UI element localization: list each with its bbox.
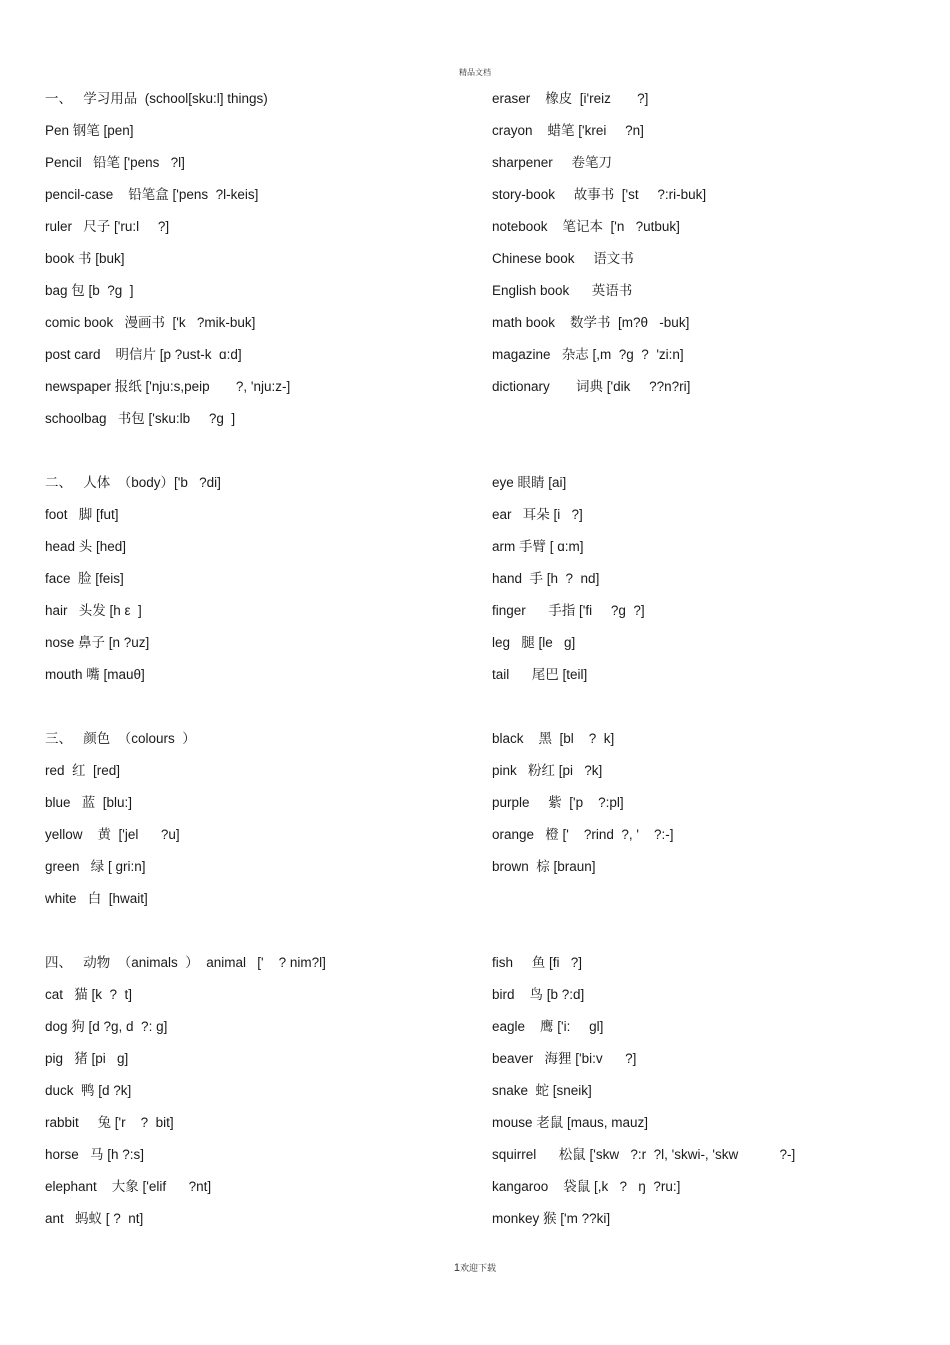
vocab-line: pig 猪 [pi ɡ] [45, 1051, 129, 1066]
vocab-line: ant 蚂蚁 [ ? nt] [45, 1211, 144, 1226]
vocab-line: crayon 蜡笔 ['krei ?n] [492, 123, 644, 138]
vocab-line: book 书 [buk] [45, 251, 125, 266]
vocab-line: Chinese book 语文书 [492, 251, 634, 266]
vocab-line: mouth 嘴 [mauθ] [45, 667, 145, 682]
vocab-line: rabbit 兔 ['r ? bit] [45, 1115, 174, 1130]
spacer [492, 408, 932, 440]
vocab-line: leg 腿 [le ɡ] [492, 635, 576, 650]
vocab-line: Pencil 铅笔 ['pens ?l] [45, 155, 185, 170]
vocab-line: white 白 [hwait] [45, 891, 148, 906]
vocab-line: snake 蛇 [sneik] [492, 1083, 592, 1098]
spacer [45, 696, 485, 728]
vocab-line: fish 鱼 [fi ?] [492, 955, 583, 970]
vocab-line: post card 明信片 [p ?ust-k ɑ:d] [45, 347, 242, 362]
vocab-line: comic book 漫画书 ['k ?mik-buk] [45, 315, 256, 330]
vocab-line: pencil-case 铅笔盒 ['pens ?l-keis] [45, 187, 259, 202]
vocab-line: dog 狗 [d ?ɡ, d ?: ɡ] [45, 1019, 168, 1034]
vocab-line: English book 英语书 [492, 283, 633, 298]
vocab-line: 四、 动物 （animals ） animal [' ? nim?l] [45, 955, 326, 970]
vocab-line: cat 猫 [k ? t] [45, 987, 133, 1002]
vocab-line: mouse 老鼠 [maus, mauz] [492, 1115, 649, 1130]
vocab-line: eye 眼睛 [ai] [492, 475, 567, 490]
vocab-line: duck 鸭 [d ?k] [45, 1083, 132, 1098]
vocab-line: hand 手 [h ? nd] [492, 571, 600, 586]
vocab-line: brown 棕 [braun] [492, 859, 596, 874]
vocab-line: face 脸 [feis] [45, 571, 124, 586]
vocab-line: 三、 颜色 （colours ） [45, 731, 196, 746]
vocab-line: bird 鸟 [b ?:d] [492, 987, 585, 1002]
vocab-line: math book 数学书 [m?θ -buk] [492, 315, 690, 330]
vocab-line: arm 手臂 [ ɑ:m] [492, 539, 584, 554]
vocab-line: blue 蓝 [blu:] [45, 795, 133, 810]
vocab-line: kangaroo 袋鼠 [,k ? ŋ ?ru:] [492, 1179, 681, 1194]
vocab-line: head 头 [hed] [45, 539, 127, 554]
page-footer [0, 1261, 950, 1274]
page-number: 1 [453, 1262, 461, 1274]
vocab-line: newspaper 报纸 ['nju:s,peip ?, 'nju:z-] [45, 379, 291, 394]
vocab-line: pink 粉红 [pi ?k] [492, 763, 603, 778]
vocab-line: story-book 故事书 ['st ?:ri-buk] [492, 187, 707, 202]
vocab-line: elephant 大象 ['elif ?nt] [45, 1179, 212, 1194]
vocab-line: monkey 猴 ['m ??ki] [492, 1211, 611, 1226]
spacer [492, 888, 932, 920]
vocab-line: foot 脚 [fut] [45, 507, 119, 522]
vocab-line: horse 马 [h ?:s] [45, 1147, 145, 1162]
vocab-line: green 绿 [ ɡri:n] [45, 859, 146, 874]
vocab-line: yellow 黄 ['jel ?u] [45, 827, 180, 842]
vocab-line: bag 包 [b ?ɡ ] [45, 283, 134, 298]
vocab-line: ruler 尺子 ['ru:l ?] [45, 219, 170, 234]
vocab-line: nose 鼻子 [n ?uz] [45, 635, 150, 650]
spacer [492, 920, 932, 952]
vocab-line: Pen 钢笔 [pen] [45, 123, 134, 138]
vocab-line: magazine 杂志 [,m ?ɡ ? 'zi:n] [492, 347, 684, 362]
left-column [45, 88, 485, 1240]
vocab-line: red 红 [red] [45, 763, 121, 778]
vocab-line: 一、 学习用品 (school[sku:l] things) [45, 91, 268, 106]
vocab-line: eagle 鹰 ['i: ɡl] [492, 1019, 604, 1034]
vocab-line: 二、 人体 （body）['b ?di] [45, 475, 221, 490]
vocab-line: black 黑 [bl ? k] [492, 731, 615, 746]
vocab-line: finger 手指 ['fi ?ɡ ?] [492, 603, 645, 618]
vocab-line: squirrel 松鼠 ['skw ?:r ?l, 'skwi-, 'skw ?-] [492, 1147, 796, 1162]
page-header: 精品文档 [459, 68, 491, 77]
vocab-line: purple 紫 ['p ?:pl] [492, 795, 624, 810]
vocab-line: sharpener 卷笔刀 [492, 155, 613, 170]
vocab-line: ear 耳朵 [i ?] [492, 507, 583, 522]
vocab-line: tail 尾巴 [teil] [492, 667, 588, 682]
vocab-line: beaver 海狸 ['bi:v ?] [492, 1051, 637, 1066]
vocab-line: dictionary 词典 ['dik ??n?ri] [492, 379, 691, 394]
vocab-line: eraser 橡皮 [i'reiz ?] [492, 91, 649, 106]
spacer [45, 920, 485, 952]
spacer [45, 440, 485, 472]
vocab-line: orange 橙 [' ?rind ?, ' ?:-] [492, 827, 674, 842]
right-column [492, 88, 932, 1240]
footer-text: 欢迎下载 [460, 1263, 497, 1273]
spacer [492, 440, 932, 472]
vocab-line: notebook 笔记本 ['n ?utbuk] [492, 219, 680, 234]
vocab-line: hair 头发 [h ε ] [45, 603, 142, 618]
spacer [492, 696, 932, 728]
vocab-line: schoolbag 书包 ['sku:lb ?ɡ ] [45, 411, 236, 426]
